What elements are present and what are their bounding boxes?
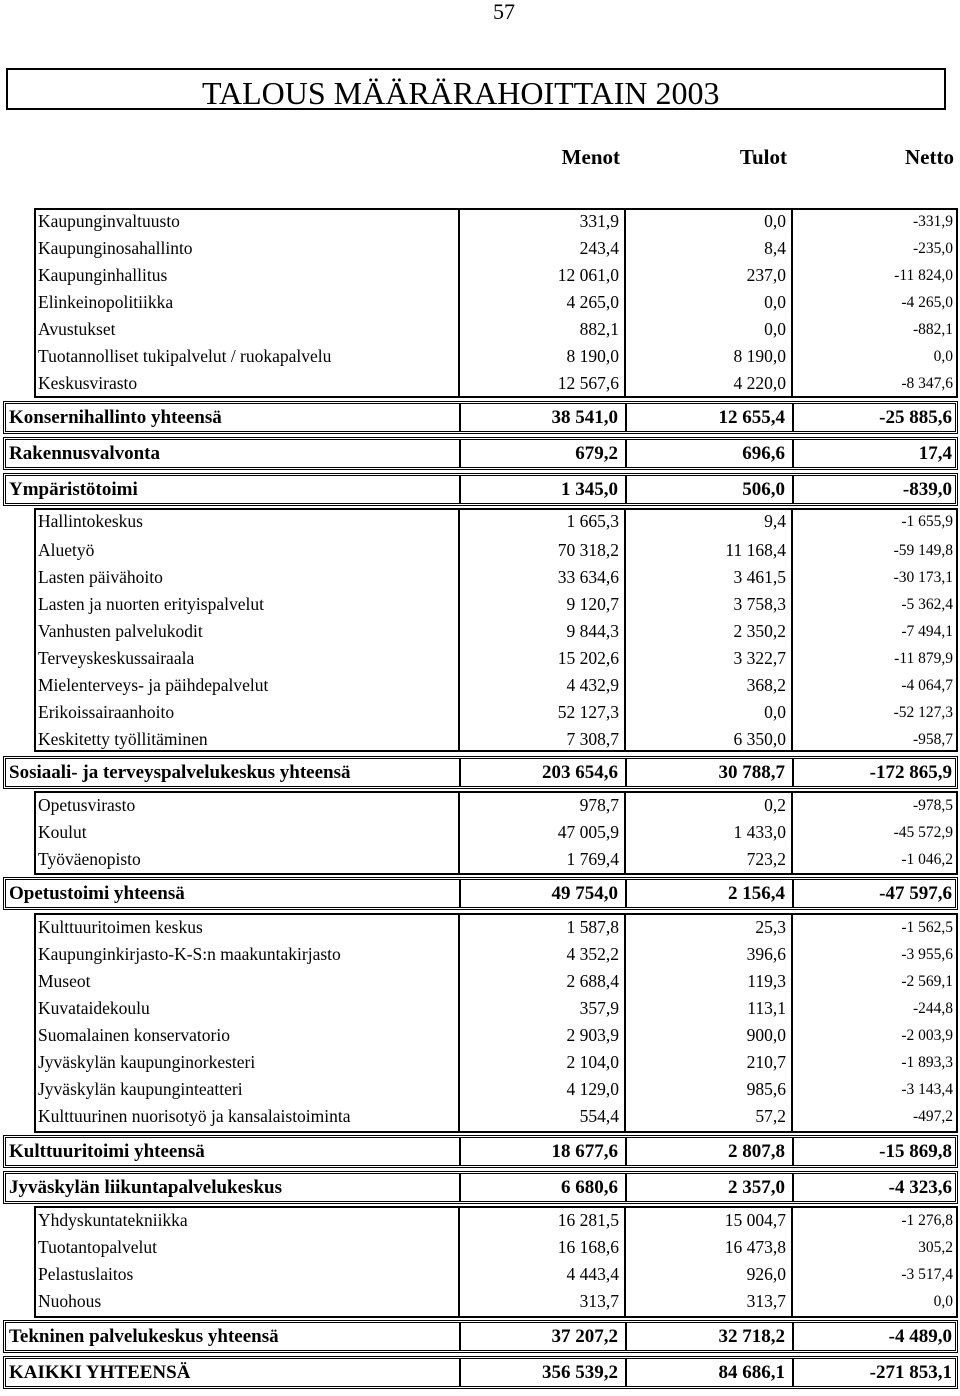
tulot-value: 9,4: [764, 511, 786, 531]
menot-total: 1 345,0: [561, 479, 618, 500]
netto-value: -11 879,9: [894, 650, 953, 667]
menot-total: 203 654,6: [542, 762, 618, 783]
netto-value: -497,2: [912, 1108, 953, 1125]
table-row: [38, 262, 956, 289]
menot-value: 47 005,9: [557, 822, 619, 842]
total-label: Ympäristötoimi: [9, 479, 138, 500]
menot-value: 33 634,6: [557, 567, 619, 587]
total-label: Rakennusvalvonta: [9, 443, 160, 464]
netto-value: -1 893,3: [901, 1054, 953, 1071]
page-title: TALOUS MÄÄRÄRAHOITTAIN 2003: [202, 75, 720, 111]
netto-total: -25 885,6: [879, 407, 952, 428]
table-row: [38, 819, 956, 846]
row-label: Terveyskeskussairaala: [38, 648, 195, 668]
netto-value: -3 143,4: [901, 1081, 953, 1098]
netto-value: -45 572,9: [893, 824, 953, 841]
menot-value: 15 202,6: [557, 648, 619, 668]
grand-total-row: [3, 1356, 958, 1389]
tulot-value: 16 473,8: [724, 1237, 786, 1257]
menot-total: 6 680,6: [561, 1177, 618, 1198]
total-label: Tekninen palvelukeskus yhteensä: [9, 1326, 279, 1347]
tulot-value: 0,2: [764, 795, 786, 815]
table-row: [38, 1103, 956, 1130]
netto-value: -3 517,4: [901, 1266, 953, 1283]
table-row: [38, 343, 956, 370]
netto-value: -5 362,4: [901, 596, 953, 613]
netto-value: -1 276,8: [901, 1212, 953, 1229]
menot-total: 38 541,0: [551, 407, 618, 428]
table-row: [38, 508, 956, 535]
netto-value: -978,5: [912, 797, 953, 814]
netto-value: -3 955,6: [901, 946, 953, 963]
tulot-value: 313,7: [746, 1291, 786, 1311]
netto-value: -52 127,3: [893, 704, 953, 721]
total-row: [3, 1320, 958, 1353]
tulot-value: 723,2: [746, 849, 786, 869]
total-row: [3, 1135, 958, 1168]
table-row: [38, 1234, 956, 1261]
row-label: Tuotantopalvelut: [38, 1237, 157, 1257]
tulot-value: 1 433,0: [733, 822, 786, 842]
tulot-value: 4 220,0: [733, 373, 786, 393]
table-row: [38, 792, 956, 819]
table-row: [38, 672, 956, 699]
row-label: Museot: [38, 971, 91, 991]
netto-value: -8 347,6: [901, 375, 953, 392]
menot-value: 554,4: [579, 1106, 619, 1126]
tulot-value: 0,0: [764, 702, 786, 722]
menot-value: 2 104,0: [566, 1052, 619, 1072]
tulot-total: 2 156,4: [728, 883, 785, 904]
row-label: Kaupunginhallitus: [38, 265, 168, 285]
tulot-value: 25,3: [755, 917, 786, 937]
tulot-total: 506,0: [742, 479, 785, 500]
tulot-total: 696,6: [742, 443, 785, 464]
menot-value: 52 127,3: [557, 702, 619, 722]
table-row: [38, 645, 956, 672]
table-row: [38, 618, 956, 645]
row-label: Opetusvirasto: [38, 795, 136, 815]
table-row: [38, 235, 956, 262]
row-label: Kuvataidekoulu: [38, 998, 150, 1018]
total-label: Jyväskylän liikuntapalvelukeskus: [9, 1177, 282, 1198]
total-label: Opetustoimi yhteensä: [9, 883, 185, 904]
netto-total: -4 489,0: [888, 1326, 952, 1347]
title-box: [6, 68, 946, 110]
tulot-value: 368,2: [746, 675, 786, 695]
menot-value: 7 308,7: [566, 729, 619, 749]
menot-total: 37 207,2: [551, 1326, 618, 1347]
row-label: Työväenopisto: [38, 849, 141, 869]
total-label: Kulttuuritoimi yhteensä: [9, 1141, 205, 1162]
menot-value: 12 061,0: [557, 265, 619, 285]
menot-value: 978,7: [579, 795, 619, 815]
netto-value: -4 064,7: [901, 677, 953, 694]
tulot-value: 6 350,0: [733, 729, 786, 749]
total-label: Sosiaali- ja terveyspalvelukeskus yhteensä: [9, 762, 351, 783]
row-label: Kaupunginvaltuusto: [38, 211, 180, 231]
tulot-total: 32 718,2: [718, 1326, 785, 1347]
tulot-total: 2 807,8: [728, 1141, 785, 1162]
netto-total: -172 865,9: [869, 762, 952, 783]
table-row: [38, 537, 956, 564]
tulot-value: 0,0: [764, 319, 786, 339]
table-row: [38, 564, 956, 591]
netto-value: -331,9: [912, 213, 953, 230]
netto-value: -59 149,8: [893, 542, 953, 559]
menot-value: 1 587,8: [566, 917, 619, 937]
tulot-value: 3 758,3: [733, 594, 786, 614]
row-label: Koulut: [38, 822, 87, 842]
tulot-total: 84 686,1: [718, 1362, 785, 1383]
netto-value: -1 562,5: [901, 919, 953, 936]
menot-value: 2 688,4: [566, 971, 619, 991]
menot-value: 16 168,6: [557, 1237, 619, 1257]
tulot-value: 210,7: [746, 1052, 786, 1072]
netto-value: 305,2: [918, 1239, 953, 1256]
tulot-value: 396,6: [746, 944, 786, 964]
tulot-value: 8,4: [764, 238, 786, 258]
row-label: Kaupunginosahallinto: [38, 238, 193, 258]
menot-value: 243,4: [579, 238, 619, 258]
table-row: [38, 1288, 956, 1315]
row-label: Avustukset: [38, 319, 116, 339]
netto-total: 17,4: [918, 443, 952, 464]
table-row: [38, 208, 956, 235]
table-row: [38, 1076, 956, 1103]
netto-value: -2 569,1: [901, 973, 953, 990]
row-label: Keskusvirasto: [38, 373, 138, 393]
row-label: Kaupunginkirjasto-K-S:n maakuntakirjasto: [38, 944, 341, 964]
page-number: 57: [493, 0, 515, 24]
tulot-value: 2 350,2: [733, 621, 786, 641]
row-label: Mielenterveys- ja päihdepalvelut: [38, 675, 269, 695]
menot-value: 16 281,5: [557, 1210, 619, 1230]
row-label: Suomalainen konservatorio: [38, 1025, 230, 1045]
row-label: Keskitetty työllitäminen: [38, 729, 208, 749]
table-row: [38, 699, 956, 726]
netto-total: -4 323,6: [888, 1177, 952, 1198]
total-row: [3, 756, 958, 789]
total-label: KAIKKI YHTEENSÄ: [9, 1362, 191, 1383]
netto-value: -30 173,1: [893, 569, 953, 586]
row-label: Lasten ja nuorten erityispalvelut: [38, 594, 264, 614]
netto-value: 0,0: [933, 1293, 953, 1310]
row-label: Aluetyö: [38, 540, 95, 560]
menot-value: 357,9: [579, 998, 619, 1018]
netto-value: -2 003,9: [901, 1027, 953, 1044]
row-label: Kulttuuritoimen keskus: [38, 917, 203, 937]
row-label: Erikoissairaanhoito: [38, 702, 175, 722]
total-row: [3, 437, 958, 470]
table-row: [38, 995, 956, 1022]
column-header-tulot: Tulot: [739, 145, 787, 169]
table-row: [38, 289, 956, 316]
table-row: [38, 1049, 956, 1076]
row-label: Pelastuslaitos: [38, 1264, 134, 1284]
row-label: Hallintokeskus: [38, 511, 143, 531]
tulot-value: 0,0: [764, 292, 786, 312]
menot-value: 9 120,7: [566, 594, 619, 614]
tulot-value: 985,6: [746, 1079, 786, 1099]
menot-total: 18 677,6: [551, 1141, 618, 1162]
table-row: [38, 726, 956, 753]
tulot-total: 2 357,0: [728, 1177, 785, 1198]
menot-total: 356 539,2: [542, 1362, 618, 1383]
tulot-value: 3 461,5: [733, 567, 786, 587]
netto-value: -244,8: [912, 1000, 953, 1017]
menot-value: 2 903,9: [566, 1025, 619, 1045]
tulot-value: 15 004,7: [724, 1210, 786, 1230]
total-row: [3, 473, 958, 506]
netto-value: -1 046,2: [901, 851, 953, 868]
menot-value: 12 567,6: [557, 373, 619, 393]
netto-value: -235,0: [912, 240, 953, 257]
menot-value: 70 318,2: [557, 540, 619, 560]
table-row: [38, 1261, 956, 1288]
row-label: Tuotannolliset tukipalvelut / ruokapalvelu: [38, 346, 332, 366]
menot-value: 313,7: [579, 1291, 619, 1311]
row-label: Jyväskylän kaupunginteatteri: [38, 1079, 243, 1099]
tulot-value: 926,0: [746, 1264, 786, 1284]
netto-value: -4 265,0: [901, 294, 953, 311]
tulot-value: 113,1: [747, 998, 786, 1018]
menot-value: 4 265,0: [566, 292, 619, 312]
column-header-netto: Netto: [905, 145, 954, 169]
netto-value: -7 494,1: [901, 623, 953, 640]
table-row: [38, 846, 956, 873]
menot-total: 679,2: [575, 443, 618, 464]
tulot-value: 57,2: [755, 1106, 786, 1126]
netto-value: -958,7: [912, 731, 953, 748]
tulot-value: 900,0: [746, 1025, 786, 1045]
tulot-value: 119,3: [747, 971, 786, 991]
menot-value: 4 443,4: [566, 1264, 619, 1284]
tulot-value: 8 190,0: [733, 346, 786, 366]
menot-value: 4 432,9: [566, 675, 619, 695]
row-label: Yhdyskuntatekniikka: [38, 1210, 188, 1230]
menot-total: 49 754,0: [551, 883, 618, 904]
menot-value: 882,1: [579, 319, 619, 339]
tulot-value: 0,0: [764, 211, 786, 231]
netto-value: 0,0: [933, 348, 953, 365]
total-row: [3, 401, 958, 434]
tulot-value: 237,0: [746, 265, 786, 285]
table-row: [38, 316, 956, 343]
menot-value: 331,9: [579, 211, 619, 231]
netto-total: -15 869,8: [879, 1141, 952, 1162]
row-label: Vanhusten palvelukodit: [38, 621, 203, 641]
total-row: [3, 877, 958, 910]
menot-value: 4 129,0: [566, 1079, 619, 1099]
table-row: [38, 914, 956, 941]
column-header-menot: Menot: [561, 145, 620, 169]
total-label: Konsernihallinto yhteensä: [9, 407, 222, 428]
netto-value: -1 655,9: [901, 513, 953, 530]
row-label: Nuohous: [38, 1291, 102, 1311]
netto-total: -839,0: [902, 479, 952, 500]
netto-total: -47 597,6: [879, 883, 952, 904]
table-row: [38, 1022, 956, 1049]
row-label: Kulttuurinen nuorisotyö ja kansalaistoiminta: [38, 1106, 351, 1126]
table-row: [38, 591, 956, 618]
table-row: [38, 941, 956, 968]
tulot-value: 3 322,7: [733, 648, 786, 668]
table-row: [38, 1207, 956, 1234]
netto-value: -11 824,0: [894, 267, 953, 284]
menot-value: 1 665,3: [566, 511, 619, 531]
menot-value: 1 769,4: [566, 849, 619, 869]
row-label: Elinkeinopolitiikka: [38, 292, 174, 312]
table-row: [38, 968, 956, 995]
total-row: [3, 1171, 958, 1204]
tulot-total: 12 655,4: [718, 407, 785, 428]
row-label: Jyväskylän kaupunginorkesteri: [38, 1052, 256, 1072]
menot-value: 4 352,2: [566, 944, 619, 964]
menot-value: 8 190,0: [566, 346, 619, 366]
tulot-total: 30 788,7: [718, 762, 785, 783]
menot-value: 9 844,3: [566, 621, 619, 641]
netto-total: -271 853,1: [869, 1362, 952, 1383]
tulot-value: 11 168,4: [725, 540, 786, 560]
row-label: Lasten päivähoito: [38, 567, 163, 587]
table-row: [38, 370, 956, 397]
netto-value: -882,1: [912, 321, 953, 338]
